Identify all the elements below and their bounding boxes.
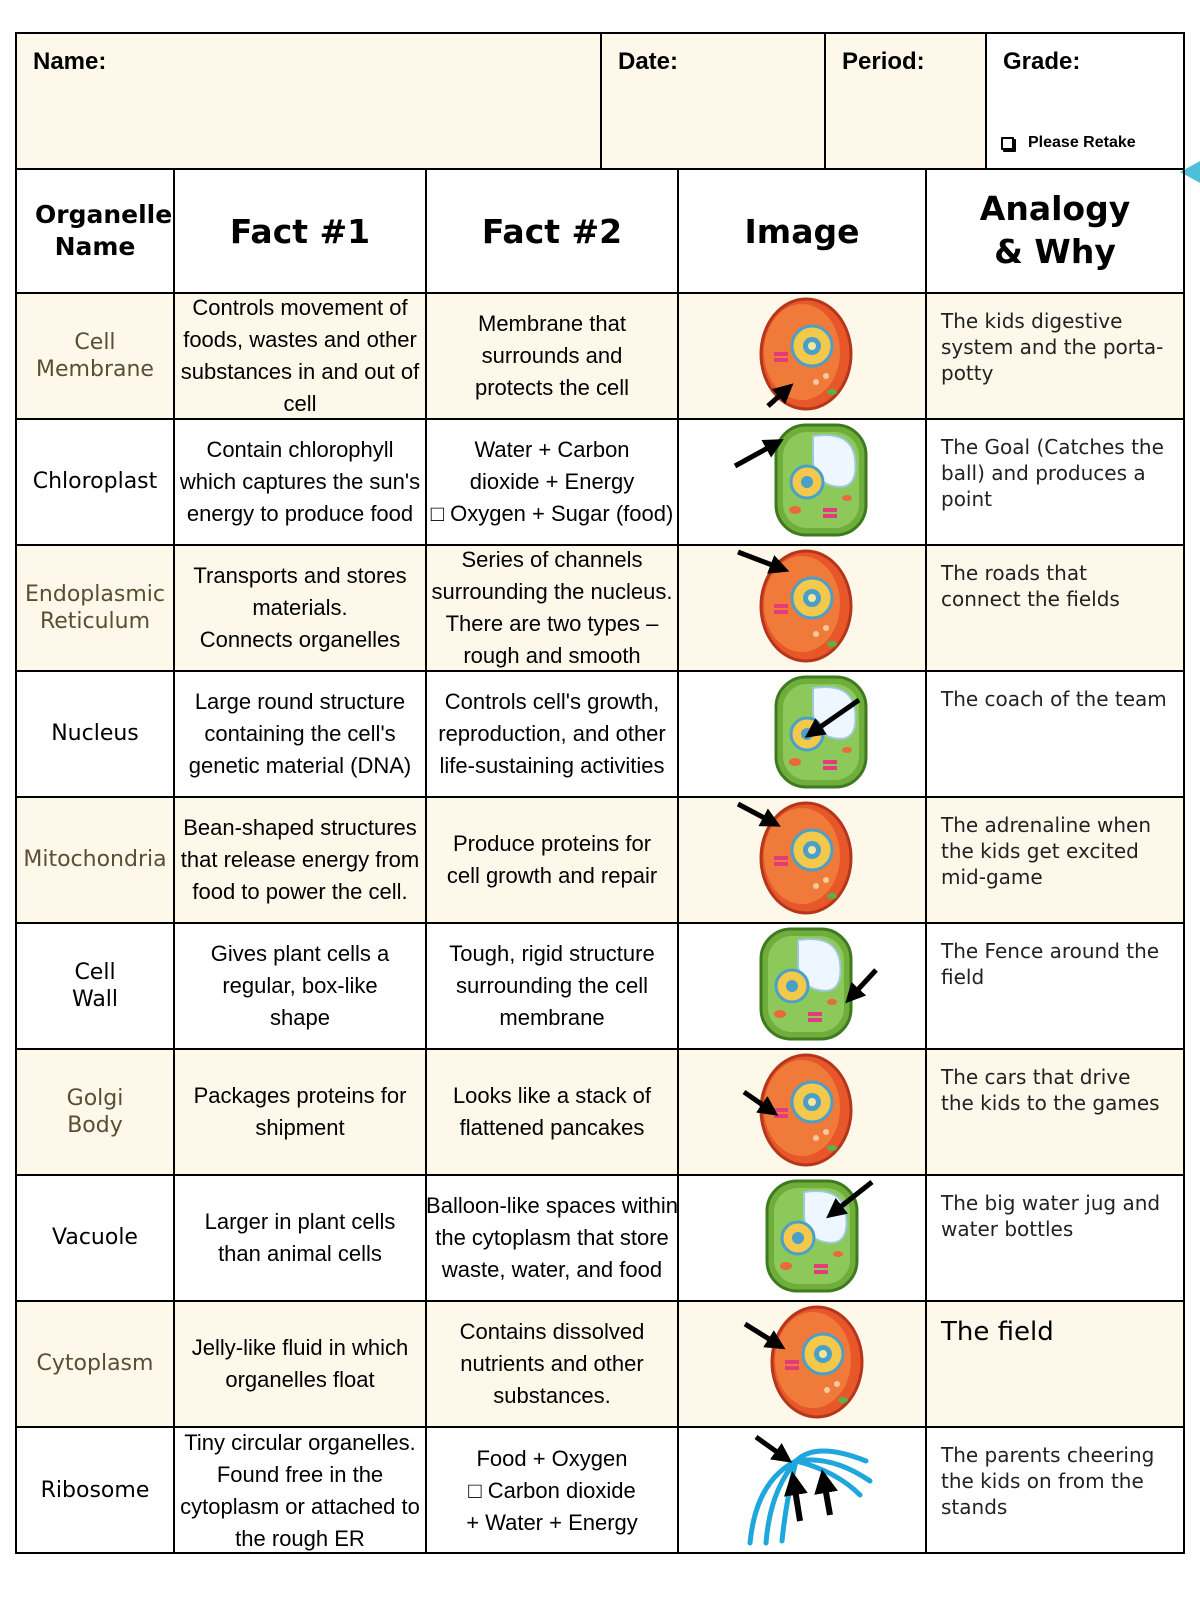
fact1-line: Larger in plant cells xyxy=(204,1209,396,1235)
image-cell xyxy=(679,294,927,418)
analogy-cell[interactable] xyxy=(927,420,1183,544)
fact1-line: Contain chlorophyll xyxy=(206,437,394,463)
animal-cell-icon xyxy=(756,296,856,412)
fact2-cell xyxy=(427,1050,679,1174)
organelle-name xyxy=(17,672,175,796)
image-cell xyxy=(679,1176,927,1300)
fact2-line: membrane xyxy=(499,1004,605,1030)
table-row xyxy=(17,546,1183,672)
fact1-line: containing the cell's xyxy=(204,721,396,747)
fact2-line: Series of channels xyxy=(461,547,643,573)
name-field[interactable] xyxy=(17,34,602,168)
fact2-cell xyxy=(427,924,679,1048)
fact2-line: surrounding the nucleus. xyxy=(431,579,673,605)
fact2-line: □ Carbon dioxide xyxy=(468,1478,636,1504)
analogy-cell[interactable] xyxy=(927,294,1183,418)
fact2-line: Membrane that xyxy=(478,311,626,337)
analogy-cell[interactable] xyxy=(927,1176,1183,1300)
organelle-name xyxy=(17,1176,175,1300)
organelle-name xyxy=(17,546,175,670)
column-header-fact2: Fact #2 xyxy=(427,170,679,292)
fact2-line: Produce proteins for xyxy=(452,831,652,857)
table-row xyxy=(17,1050,1183,1176)
fact1-cell xyxy=(175,1302,427,1426)
fact2-line: substances. xyxy=(493,1382,611,1408)
fact1-line: food to power the cell. xyxy=(192,878,408,904)
organelle-name-line: Body xyxy=(67,1113,123,1138)
analogy-text: The big water jug and water bottles xyxy=(941,1191,1161,1241)
organelle-name-line: Ribosome xyxy=(40,1478,150,1504)
header-table xyxy=(15,32,1185,170)
fact2-cell xyxy=(427,294,679,418)
analogy-cell[interactable] xyxy=(927,798,1183,922)
fact2-cell xyxy=(427,420,679,544)
plant-cell-icon xyxy=(756,926,856,1042)
grade-label: Grade: xyxy=(1003,48,1081,75)
organelle-name-line: Wall xyxy=(71,987,119,1012)
table-row xyxy=(17,1302,1183,1428)
fact1-line: Found free in the xyxy=(216,1462,384,1488)
fact1-line: energy to produce food xyxy=(186,500,414,526)
fact2-line: flattened pancakes xyxy=(459,1115,645,1140)
fact2-cell xyxy=(427,1176,679,1300)
table-row xyxy=(17,672,1183,798)
image-cell xyxy=(679,420,927,544)
analogy-text: The Goal (Catches the ball) and produces a point xyxy=(941,435,1164,511)
image-cell xyxy=(679,1302,927,1426)
fact2-line: □ Oxygen + Sugar (food) xyxy=(430,500,674,526)
fact2-line: the cytoplasm that store xyxy=(435,1225,669,1251)
fact1-line: materials. xyxy=(252,595,348,621)
organelle-name xyxy=(17,1050,175,1174)
analogy-cell[interactable] xyxy=(927,1050,1183,1174)
organelle-name xyxy=(17,420,175,544)
fact1-line: Gives plant cells a xyxy=(210,941,390,967)
fact1-line: than animal cells xyxy=(218,1241,382,1266)
organelle-name-line: Cell xyxy=(74,329,116,355)
fact2-line: waste, water, and food xyxy=(441,1256,663,1282)
fact1-line: cytoplasm or attached to xyxy=(180,1494,420,1519)
organelle-name-line: Reticulum xyxy=(39,609,151,634)
fact1-cell xyxy=(175,294,427,418)
analogy-text: The roads that connect the fields xyxy=(941,561,1120,611)
fact1-cell xyxy=(175,798,427,922)
fact1-line: genetic material (DNA) xyxy=(188,752,412,778)
analogy-cell[interactable] xyxy=(927,924,1183,1048)
fact2-line: Balloon-like spaces within xyxy=(426,1193,678,1219)
fact2-cell xyxy=(427,798,679,922)
fact1-line: Transports and stores xyxy=(193,563,407,589)
fact1-line: which captures the sun's xyxy=(179,469,421,495)
organelle-name-line: Membrane xyxy=(36,357,154,382)
fact1-cell xyxy=(175,672,427,796)
date-label: Date: xyxy=(618,48,679,75)
column-header-fact1: Fact #1 xyxy=(175,170,427,292)
image-cell xyxy=(679,798,927,922)
fact1-line: Tiny circular organelles. xyxy=(184,1430,416,1456)
ribosome-icon xyxy=(736,1431,876,1547)
fact2-line: rough and smooth xyxy=(463,642,641,668)
fact2-line: surrounds and xyxy=(481,343,623,369)
fact2-line: protects the cell xyxy=(474,374,630,400)
image-cell xyxy=(679,1428,927,1554)
animal-cell-icon xyxy=(756,548,856,664)
organelle-table xyxy=(15,170,1185,1554)
fact1-line: foods, wastes and other xyxy=(183,327,417,353)
fact1-line: substances in and out of xyxy=(180,359,420,384)
fact2-line: life-sustaining activities xyxy=(439,752,665,778)
fact1-line: the rough ER xyxy=(235,1525,365,1551)
organelle-name xyxy=(17,924,175,1048)
period-field[interactable] xyxy=(826,34,987,168)
table-row xyxy=(17,294,1183,420)
fact2-line: cell growth and repair xyxy=(446,863,658,888)
fact1-line: organelles float xyxy=(225,1367,375,1392)
analogy-text: The kids digestive system and the porta-potty xyxy=(941,309,1164,385)
fact2-line: Tough, rigid structure xyxy=(449,941,655,967)
fact1-line: Bean-shaped structures xyxy=(183,815,417,841)
fact2-line: surrounding the cell xyxy=(455,973,648,999)
fact2-cell xyxy=(427,1428,679,1554)
organelle-name-line: Endoplasmic xyxy=(25,581,165,607)
fact1-line: Controls movement of xyxy=(192,295,408,321)
animal-cell-icon xyxy=(767,1304,867,1420)
fact2-line: Looks like a stack of xyxy=(452,1083,652,1109)
fact2-cell xyxy=(427,1302,679,1426)
organelle-name-line: Chloroplast xyxy=(32,469,158,495)
fact2-line: Contains dissolved xyxy=(459,1319,645,1345)
organelle-name-line: Golgi xyxy=(66,1085,124,1111)
image-cell xyxy=(679,924,927,1048)
fact2-cell xyxy=(427,672,679,796)
analogy-cell[interactable] xyxy=(927,546,1183,670)
fact1-cell xyxy=(175,420,427,544)
organelle-name-line: Mitochondria xyxy=(23,847,167,873)
table-row xyxy=(17,1428,1183,1554)
fact2-line: dioxide + Energy xyxy=(469,469,635,495)
column-header-organelle: Organelle Name xyxy=(17,170,175,292)
plant-cell-icon xyxy=(762,1178,862,1294)
table-row xyxy=(17,798,1183,924)
table-row xyxy=(17,1176,1183,1302)
fact1-line: Connects organelles xyxy=(199,626,401,652)
organelle-name-line: Cytoplasm xyxy=(36,1351,154,1377)
period-label: Period: xyxy=(842,48,925,75)
table-header-row xyxy=(17,170,1183,294)
animal-cell-icon xyxy=(756,800,856,916)
image-cell xyxy=(679,672,927,796)
organelle-name xyxy=(17,1428,175,1554)
analogy-text: The cars that drive the kids to the games xyxy=(941,1065,1160,1115)
fact2-line: nutrients and other xyxy=(460,1351,644,1377)
plant-cell-icon xyxy=(771,422,871,538)
fact1-line: Packages proteins for xyxy=(193,1083,407,1109)
organelle-name-line: Cell xyxy=(74,959,116,985)
analogy-cell[interactable] xyxy=(927,672,1183,796)
fact2-line: Water + Carbon xyxy=(474,437,630,463)
fact2-cell xyxy=(427,546,679,670)
fact1-cell xyxy=(175,546,427,670)
image-cell xyxy=(679,546,927,670)
image-cell xyxy=(679,1050,927,1174)
fact1-line: shipment xyxy=(255,1115,345,1140)
analogy-text: The field xyxy=(941,1317,1054,1347)
analogy-text: The coach of the team xyxy=(941,687,1167,711)
fact1-line: shape xyxy=(270,1004,330,1030)
fact1-line: that release energy from xyxy=(180,847,420,873)
analogy-cell[interactable] xyxy=(927,1428,1183,1554)
column-header-analogy: Analogy & Why xyxy=(979,189,1131,271)
fact2-line: reproduction, and other xyxy=(438,721,666,747)
fact2-line: + Water + Energy xyxy=(466,1509,638,1535)
analogy-cell[interactable] xyxy=(927,1302,1183,1426)
fact2-line: Controls cell's growth, xyxy=(444,689,660,715)
table-row xyxy=(17,924,1183,1050)
organelle-name-line: Vacuole xyxy=(52,1225,138,1251)
fact1-line: Jelly-like fluid in which xyxy=(191,1335,409,1361)
fact1-line: regular, box-like xyxy=(222,973,378,999)
fact1-cell xyxy=(175,1176,427,1300)
date-field[interactable] xyxy=(602,34,826,168)
fact1-line: cell xyxy=(283,390,317,416)
analogy-text: The parents cheering the kids on from the stands xyxy=(941,1443,1155,1519)
organelle-name-line: Nucleus xyxy=(51,721,139,747)
analogy-text: The adrenaline when the kids get excited mid-game xyxy=(941,813,1151,889)
grade-field[interactable] xyxy=(987,34,1183,168)
fact1-line: Large round structure xyxy=(194,689,406,715)
table-row xyxy=(17,420,1183,546)
organelle-name xyxy=(17,1302,175,1426)
animal-cell-icon xyxy=(756,1052,856,1168)
fact1-cell xyxy=(175,1428,427,1554)
checkbox-icon[interactable] xyxy=(1001,137,1014,150)
plant-cell-icon xyxy=(771,674,871,790)
analogy-text: The Fence around the field xyxy=(941,939,1160,989)
organelle-name xyxy=(17,798,175,922)
fact1-cell xyxy=(175,924,427,1048)
column-header-image: Image xyxy=(679,170,927,292)
fact2-line: There are two types – xyxy=(445,611,659,636)
organelle-name xyxy=(17,294,175,418)
retake-checkbox[interactable] xyxy=(1001,134,1136,152)
retake-label: Please Retake xyxy=(1028,134,1136,151)
fact1-cell xyxy=(175,1050,427,1174)
name-label: Name: xyxy=(33,48,107,75)
fact2-line: Food + Oxygen xyxy=(476,1446,628,1472)
